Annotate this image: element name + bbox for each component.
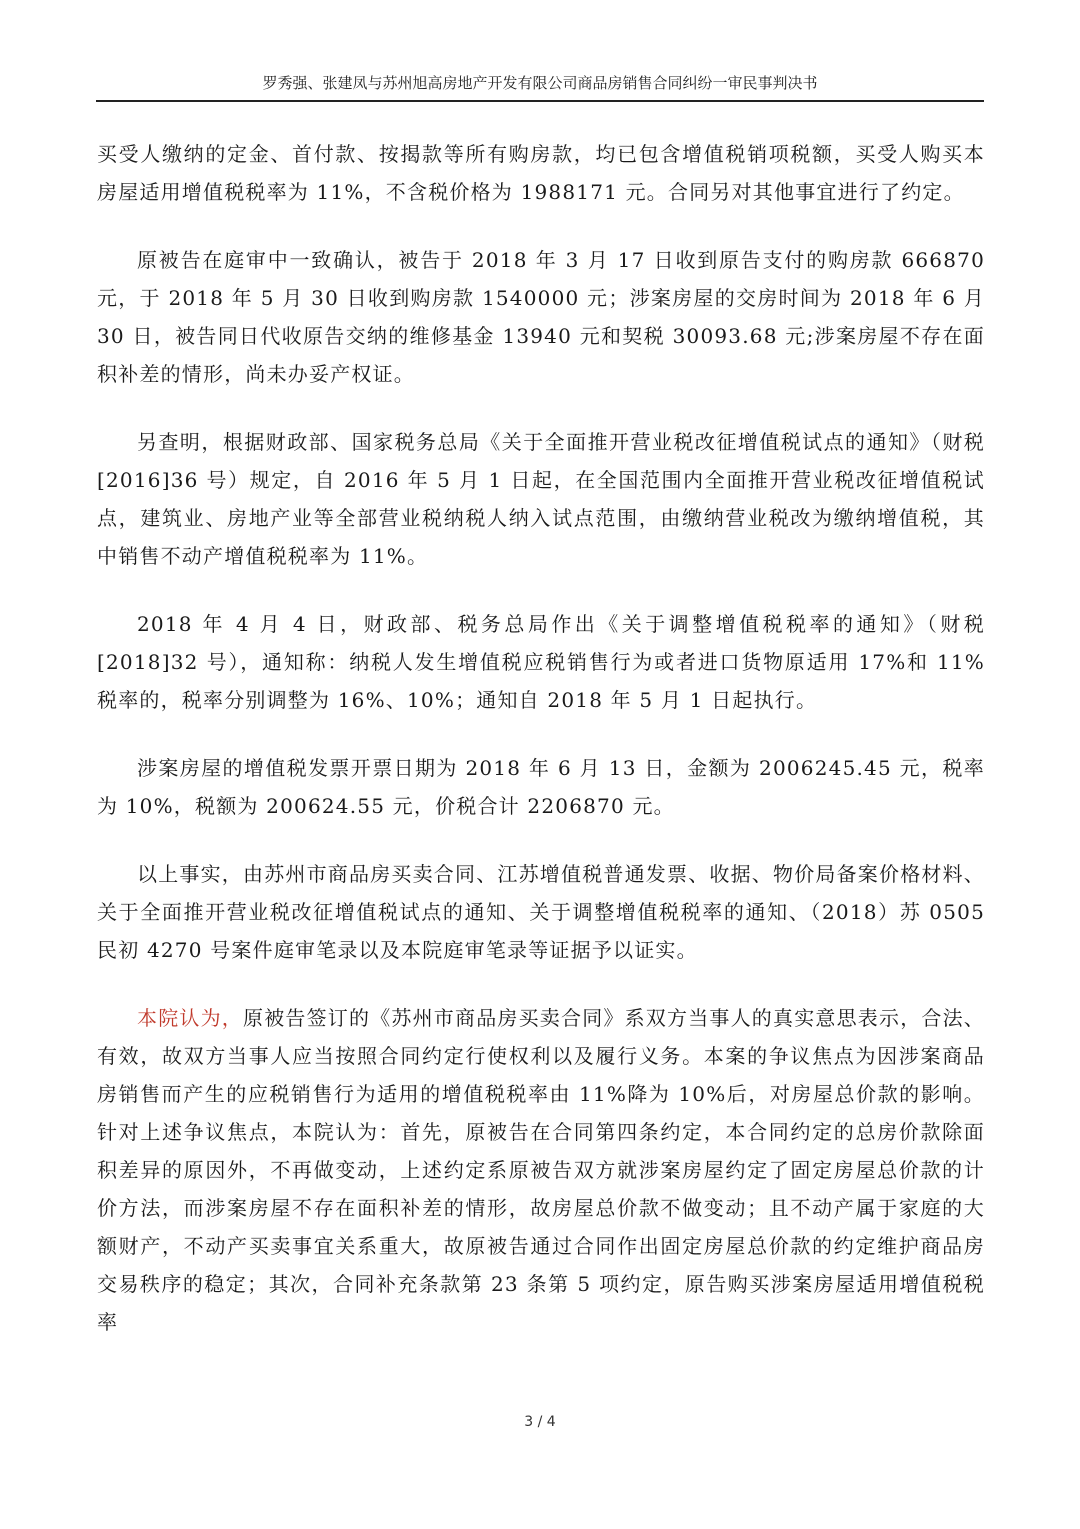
paragraph-6: 以上事实，由苏州市商品房买卖合同、江苏增值税普通发票、收据、物价局备案价格材料、关于全面推开营业税改征增值税试点的通知、关于调整增值税税率的通知、（2018）苏 0505 民初 4270 号案件庭审笔录以及本院庭审笔录等证据予以证实。 bbox=[97, 862, 985, 962]
court-opinion-text: 原被告签订的《苏州市商品房买卖合同》系双方当事人的真实意思表示，合法、有效，故双方当事人应当按照合同约定行使权利以及履行义务。本案的争议焦点为因涉案商品房销售而产生的应税销售行为适用的增值税税率由 11%降为 10%后，对房屋总价款的影响。针对上述争议焦点，本院认为：首先，原被告在合同第四条约定，本合同约定的总房价款除面积差异的原因外，不再做变动，上述约定系原被告双方就涉案房屋约定了固定房屋总价款的计价方法，而涉案房屋不存在面积补差的情形，故房屋总价款不做变动；且不动产属于家庭的大额财产，不动产买卖事宜关系重大，故原被告通过合同作出固定房屋总价款的约定维护商品房交易秩序的稳定；其次，合同补充条款第 23 条第 5 项约定，原告购买涉案房屋适用增值税税率 bbox=[97, 1006, 985, 1334]
paragraph-2: 原被告在庭审中一致确认，被告于 2018 年 3 月 17 日收到原告支付的购房款 666870 元，于 2018 年 5 月 30 日收到购房款 1540000 元；涉案房屋的交房时间为 2018 年 6 月 30 日，被告同日代收原告交纳的维修基金 13940 元和契税 30093.68 元;涉案房屋不存在面积补差的情形，尚未办妥产权证。 bbox=[97, 248, 985, 386]
court-opinion-paragraph bbox=[97, 999, 985, 1341]
paragraph-4: 2018 年 4 月 4 日，财政部、税务总局作出《关于调整增值税税率的通知》（财税[2018]32 号），通知称：纳税人发生增值税应税销售行为或者进口货物原适用 17%和 11%税率的，税率分别调整为 16%、10%；通知自 2018 年 5 月 1 日起执行。 bbox=[97, 612, 985, 712]
court-opinion-lead: 本院认为， bbox=[137, 1006, 243, 1030]
header-divider bbox=[96, 100, 984, 102]
paragraph-1: 买受人缴纳的定金、首付款、按揭款等所有购房款，均已包含增值税销项税额，买受人购买本房屋适用增值税税率为 11%，不含税价格为 1988171 元。合同另对其他事宜进行了约定。 bbox=[97, 142, 985, 204]
paragraph-3: 另查明，根据财政部、国家税务总局《关于全面推开营业税改征增值税试点的通知》（财税[2016]36 号）规定，自 2016 年 5 月 1 日起，在全国范围内全面推开营业税改征增值税试点，建筑业、房地产业等全部营业税纳税人纳入试点范围，由缴纳营业税改为缴纳增值税，其中销售不动产增值税税率为 11%。 bbox=[97, 430, 985, 568]
document-body bbox=[97, 135, 985, 1371]
paragraph-5: 涉案房屋的增值税发票开票日期为 2018 年 6 月 13 日，金额为 2006245.45 元，税率为 10%，税额为 200624.55 元，价税合计 2206870 元。 bbox=[97, 756, 985, 818]
document-header: 罗秀强、张建凤与苏州旭高房地产开发有限公司商品房销售合同纠纷一审民事判决书 bbox=[262, 74, 818, 92]
page-number: 3 / 4 bbox=[524, 1414, 556, 1430]
